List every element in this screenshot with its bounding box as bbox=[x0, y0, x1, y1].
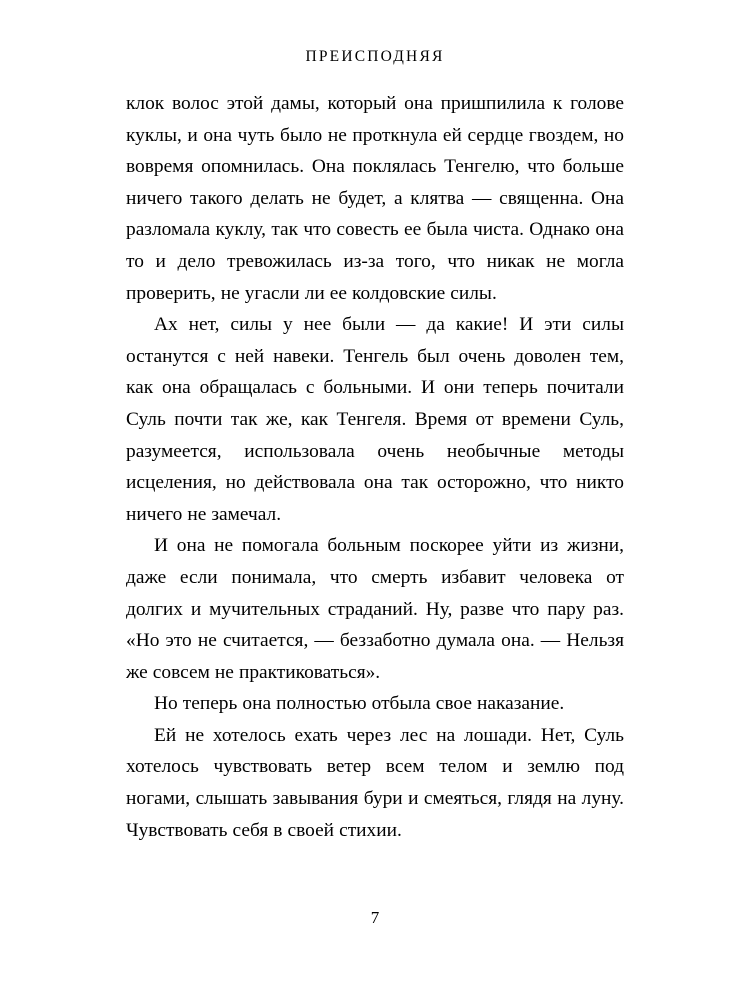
paragraph: И она не помогала больным поскорее уйти из жизни, даже если понимала, что смерть избавит человека от долгих и мучительных страданий. Ну, разве что пару раз. «Но это не считается, — беззаботно думала она. — Нельзя же совсем не практиковаться». bbox=[126, 535, 624, 683]
paragraph: клок волос этой дамы, который она пришпилила к голове куклы, и она чуть было не проткнула ей сердце гвоздем, но вовремя опомнилась. Она поклялась Тенгелю, что больше ничего такого делать не будет, а клятва — священна. Она разломала куклу, так что совесть ее была чиста. Однако она то и дело тревожилась из-за того, что никак не могла проверить, не угасли ли ее колдовские силы. bbox=[126, 93, 624, 304]
running-head: ПРЕИСПОДНЯЯ bbox=[305, 48, 445, 65]
paragraph: Ах нет, силы у нее были — да какие! И эти силы останутся с ней навеки. Тенгель был очень доволен тем, как она обращалась с больными. И они теперь почитали Суль почти так же, как Тенгеля. Время от времени Суль, разумеется, использовала очень необычные методы исцеления, но действовала она так осторожно, что никто ничего не замечал. bbox=[126, 314, 624, 525]
body-text bbox=[126, 88, 624, 846]
page-number: 7 bbox=[370, 908, 380, 927]
paragraph: Ей не хотелось ехать через лес на лошади. Нет, Суль хотелось чувствовать ветер всем телом и землю под ногами, слышать завывания бури и смеяться, глядя на луну. Чувствовать себя в своей стихии. bbox=[126, 724, 624, 841]
paragraph: Но теперь она полностью отбыла свое наказание. bbox=[154, 693, 565, 715]
